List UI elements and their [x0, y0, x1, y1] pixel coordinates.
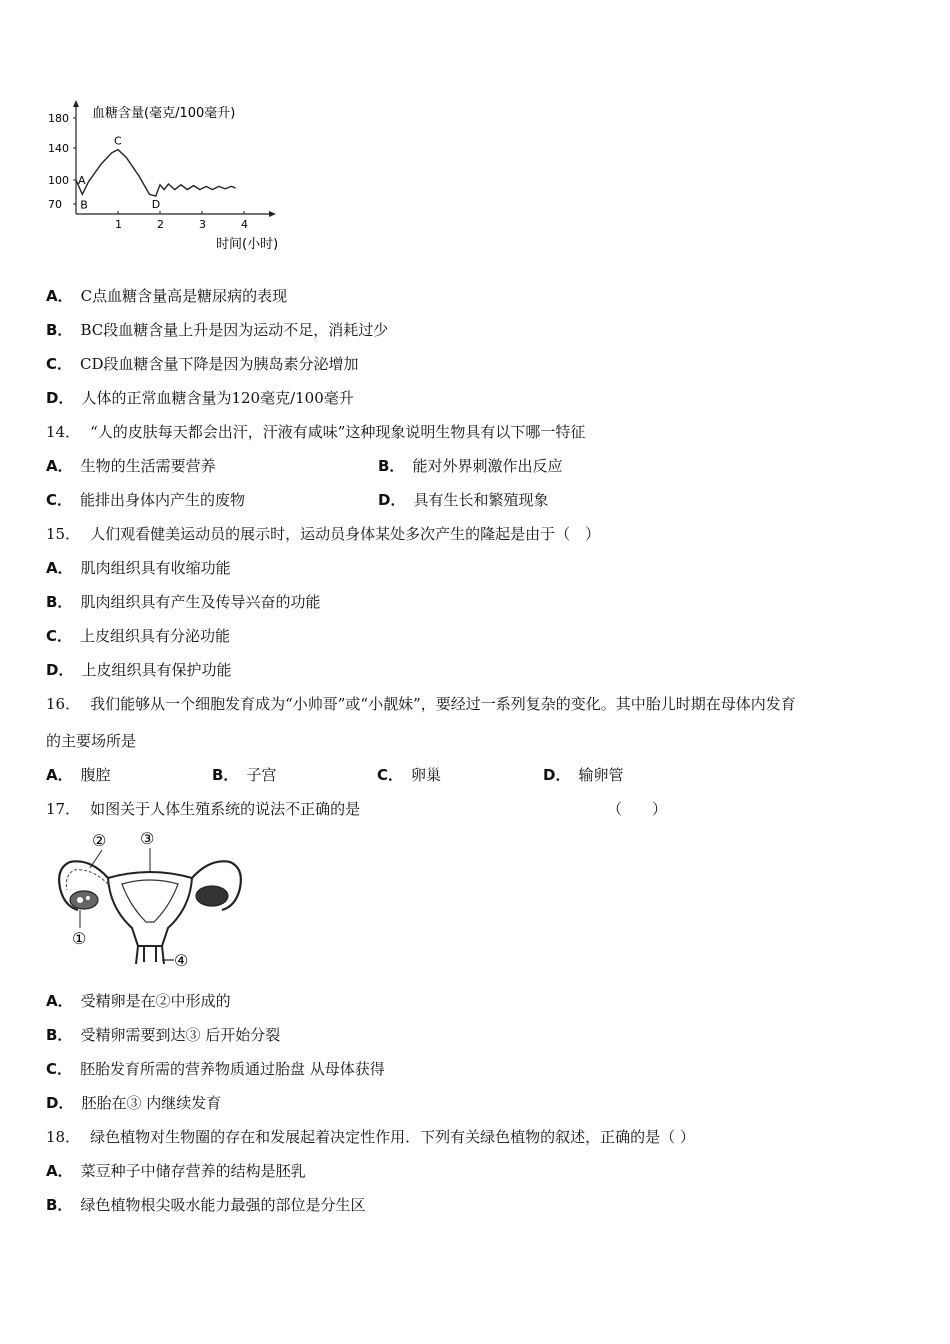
option-text: 胚胎在③ 内继续发育 [81, 1094, 222, 1112]
y-tick-label: 180 [48, 112, 69, 125]
q16-option-d [543, 765, 623, 785]
option-label: D． [46, 661, 74, 679]
q17-stem [46, 799, 906, 819]
option-label: D． [46, 389, 74, 407]
q17-option-c [46, 1059, 385, 1079]
option-text: 受精卵是在②中形成的 [80, 992, 231, 1010]
question-text: 绿色植物对生物圈的存在和发展起着决定性作用．下列有关绿色植物的叙述，正确的是（ ） [90, 1128, 695, 1146]
option-text: 人体的正常血糖含量为120毫克/100毫升 [81, 389, 354, 407]
option-text: 菜豆种子中储存营养的结构是胚乳 [80, 1162, 306, 1180]
x-tick-label: 1 [115, 218, 122, 231]
question-number: 15． [46, 525, 81, 543]
q15-option-d [46, 660, 231, 680]
option-text: BC段血糖含量上升是因为运动不足，消耗过少 [80, 321, 389, 339]
option-label: A． [46, 766, 73, 784]
leader-line-2 [90, 850, 102, 868]
q14-options-row1 [46, 456, 906, 476]
q14-option-c [46, 491, 245, 509]
q13-option-d [46, 388, 354, 408]
x-tick-label: 4 [241, 218, 248, 231]
option-text: 受精卵需要到达③ 后开始分裂 [80, 1026, 281, 1044]
option-text: 生物的生活需要营养 [80, 457, 216, 475]
q15-option-a [46, 558, 231, 578]
figure-label-3: ③ [140, 829, 155, 848]
q14-option-b [378, 456, 562, 476]
uterus-cavity [122, 880, 178, 922]
option-text: 卵巢 [411, 766, 442, 784]
q18-stem [46, 1127, 695, 1147]
q15-option-b [46, 592, 320, 612]
x-tick-label: 2 [157, 218, 164, 231]
series-line [76, 150, 236, 196]
q16-option-b [212, 765, 276, 785]
option-text: C点血糖含量高是糖尿病的表现 [80, 287, 288, 305]
follicle-dot [77, 897, 83, 903]
x-axis-label: 时间(小时) [216, 237, 279, 252]
vagina [136, 946, 164, 964]
option-text: 能排出身体内产生的废物 [80, 491, 246, 509]
option-label: A． [46, 1162, 73, 1180]
uterus-outline [108, 872, 192, 946]
blood-sugar-chart [40, 96, 310, 256]
question-text: 如图关于人体生殖系统的说法不正确的是 [90, 800, 361, 818]
y-axis-arrow [73, 100, 79, 107]
option-label: B． [46, 593, 73, 611]
q14-option-a [46, 457, 216, 475]
option-text: 绿色植物根尖吸水能力最强的部位是分生区 [80, 1196, 366, 1214]
point-labels [78, 135, 160, 212]
option-label: D． [46, 1094, 74, 1112]
q16-option-a [46, 766, 111, 784]
question-number: 14． [46, 423, 81, 441]
y-axis-label: 血糖含量(毫克/100毫升) [92, 106, 236, 121]
figure-label-4: ④ [174, 951, 189, 970]
option-label: D． [543, 766, 571, 784]
option-label: D． [378, 491, 406, 509]
y-ticks [48, 112, 76, 211]
q16-stem-line1 [46, 694, 796, 714]
left-ovary [70, 891, 98, 909]
option-label: C． [46, 1060, 73, 1078]
q18-option-b [46, 1195, 365, 1215]
question-number: 17． [46, 800, 81, 818]
figure-label-2: ② [92, 831, 107, 850]
y-tick-label: 140 [48, 142, 69, 155]
question-text: 我们能够从一个细胞发育成为“小帅哥”或“小靓妹”，要经过一系列复杂的变化。其中胎儿时期在母体内发育 [90, 695, 796, 713]
point-label-d: D [151, 198, 161, 211]
option-text: 能对外界刺激作出反应 [412, 457, 563, 475]
option-label: B． [46, 1026, 73, 1044]
x-axis-arrow [269, 211, 276, 217]
q13-option-b [46, 320, 388, 340]
right-ovary [196, 886, 228, 906]
option-label: A． [46, 457, 73, 475]
q16-options-row [46, 765, 906, 785]
option-text: 输卵管 [578, 766, 624, 784]
q17-option-d [46, 1093, 221, 1113]
question-text: 的主要场所是 [46, 732, 137, 750]
reproductive-system-diagram [50, 828, 250, 973]
q14-options-row2 [46, 490, 906, 510]
option-text: 子宫 [246, 766, 277, 784]
figure-label-1: ① [72, 929, 87, 948]
point-label-a: A [78, 174, 86, 187]
option-label: B． [378, 457, 405, 475]
y-tick-label: 100 [48, 174, 69, 187]
option-label: A． [46, 559, 73, 577]
q15-option-c [46, 626, 230, 646]
y-tick-label: 70 [48, 198, 62, 211]
question-number: 16． [46, 695, 81, 713]
q16-stem-line2 [46, 731, 136, 751]
option-text: 肌肉组织具有收缩功能 [80, 559, 231, 577]
point-label-c: C [114, 134, 122, 148]
q13-option-a [46, 286, 287, 306]
option-label: B． [46, 1196, 73, 1214]
option-label: A． [46, 992, 73, 1010]
option-label: C． [46, 355, 73, 373]
q16-option-c [377, 765, 441, 785]
option-text: 胚胎发育所需的营养物质通过胎盘 从母体获得 [80, 1060, 385, 1078]
question-text: 人们观看健美运动员的展示时，运动员身体某处多次产生的隆起是由于（ ） [90, 525, 601, 543]
follicle-dot [86, 896, 90, 900]
question-text: “人的皮肤每天都会出汗，汗液有咸味”这种现象说明生物具有以下哪一特征 [90, 423, 586, 441]
q15-stem [46, 524, 600, 544]
q13-option-c [46, 354, 359, 374]
q18-option-a [46, 1161, 306, 1181]
q14-stem [46, 422, 585, 442]
option-text: 腹腔 [80, 766, 111, 784]
question-number: 18． [46, 1128, 81, 1146]
option-text: 上皮组织具有保护功能 [81, 661, 232, 679]
option-text: CD段血糖含量下降是因为胰岛素分泌增加 [80, 355, 359, 373]
option-label: C． [46, 627, 73, 645]
q14-option-d [378, 490, 548, 510]
option-label: C． [46, 491, 73, 509]
option-label: C． [377, 766, 404, 784]
option-label: B． [212, 766, 239, 784]
q17-option-a [46, 991, 231, 1011]
answer-paren: （ ） [607, 800, 668, 818]
option-text: 具有生长和繁殖现象 [413, 491, 549, 509]
option-text: 肌肉组织具有产生及传导兴奋的功能 [80, 593, 321, 611]
point-label-b: B [80, 198, 88, 212]
option-label: A． [46, 287, 73, 305]
q17-option-b [46, 1025, 280, 1045]
option-text: 上皮组织具有分泌功能 [80, 627, 231, 645]
x-tick-label: 3 [199, 218, 206, 231]
option-label: B． [46, 321, 73, 339]
